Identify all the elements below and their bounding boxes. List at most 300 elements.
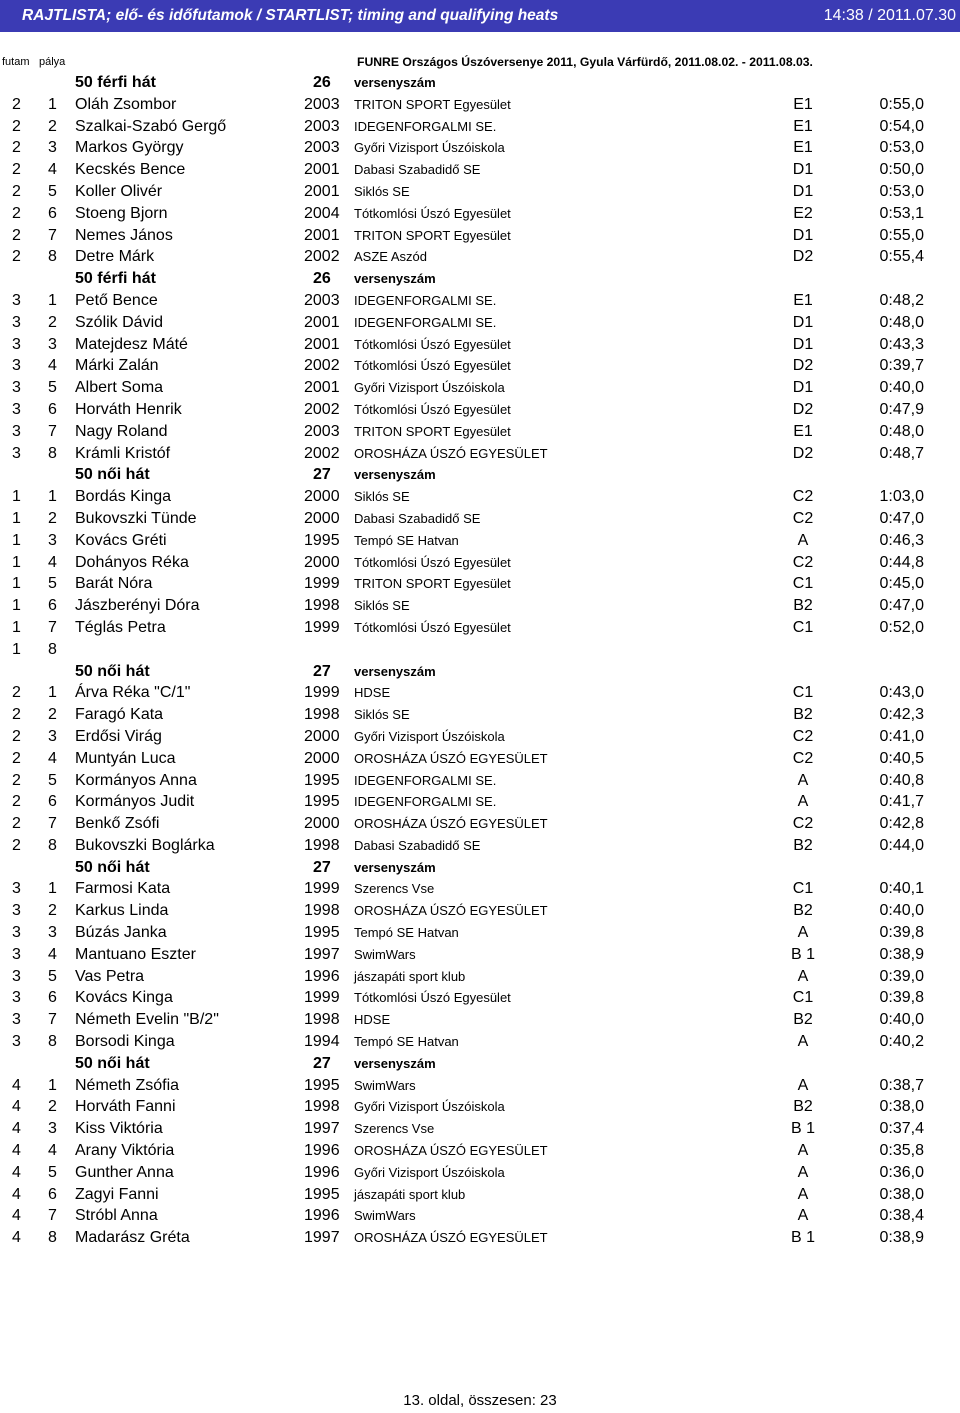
entry-time: 0:39,7 (879, 357, 924, 375)
club-name: Tótkomlósi Úszó Egyesület (354, 619, 511, 635)
lane-number: 8 (48, 1229, 57, 1247)
birth-year: 1998 (304, 1098, 340, 1116)
age-category: B2 (793, 597, 813, 615)
age-category: C1 (792, 880, 814, 898)
age-category: C2 (792, 553, 814, 571)
entry-row (0, 137, 960, 159)
heat-number: 1 (12, 618, 21, 636)
heat-number: 3 (12, 291, 21, 309)
swimmer-name: Árva Réka "C/1" (75, 684, 191, 702)
club-name: Győri Vizisport Úszóiskola (354, 380, 505, 396)
lane-number: 7 (48, 618, 57, 636)
club-name: TRITON SPORT Egyesület (354, 576, 511, 592)
swimmer-name: Németh Zsófia (75, 1076, 180, 1094)
swimmer-name: Stróbl Anna (75, 1207, 158, 1225)
event-label: versenyszám (354, 271, 436, 287)
birth-year: 1995 (304, 771, 340, 789)
birth-year: 2002 (304, 357, 340, 375)
entry-row (0, 116, 960, 138)
swimmer-name: Kormányos Anna (75, 771, 197, 789)
birth-year: 1995 (304, 793, 340, 811)
age-category: C2 (792, 749, 814, 767)
birth-year: 1996 (304, 967, 340, 985)
heat-number: 3 (12, 379, 21, 397)
age-category: A (797, 924, 809, 942)
heat-number: 3 (12, 444, 21, 462)
swimmer-name: Szólik Dávid (75, 313, 164, 331)
swimmer-name: Muntyán Luca (75, 749, 176, 767)
birth-year: 2001 (304, 182, 340, 200)
swimmer-name: Farmosi Kata (75, 880, 171, 898)
birth-year: 1997 (304, 1229, 340, 1247)
lane-number: 6 (48, 989, 57, 1007)
club-name: IDEGENFORGALMI SE. (354, 794, 497, 810)
birth-year: 1994 (304, 1033, 340, 1051)
age-category: E2 (793, 204, 813, 222)
lane-number: 7 (48, 226, 57, 244)
birth-year: 1998 (304, 902, 340, 920)
heat-number: 1 (12, 575, 21, 593)
lane-number: 1 (48, 488, 57, 506)
lane-number: 7 (48, 1207, 57, 1225)
event-name: 50 férfi hát (75, 270, 156, 288)
heat-number: 2 (12, 815, 21, 833)
swimmer-name: Madarász Gréta (75, 1229, 190, 1247)
birth-year: 1997 (304, 945, 340, 963)
event-name: 50 női hát (75, 1054, 150, 1072)
age-category: D1 (792, 182, 814, 200)
entry-time: 0:38,9 (879, 945, 924, 963)
lane-number: 3 (48, 335, 57, 353)
club-name: TRITON SPORT Egyesület (354, 227, 511, 243)
club-name: Tótkomlósi Úszó Egyesület (354, 205, 511, 221)
club-name: OROSHÁZA ÚSZÓ EGYESÜLET (354, 1143, 548, 1159)
heat-number: 2 (12, 95, 21, 113)
club-name: OROSHÁZA ÚSZÓ EGYESÜLET (354, 816, 548, 832)
swimmer-name: Bukovszki Boglárka (75, 836, 215, 854)
entry-time: 0:45,0 (879, 575, 924, 593)
event-header-row (0, 464, 960, 486)
page-title: RAJTLISTA; elő- és időfutamok / STARTLIST; timing and qualifying heats (22, 7, 559, 24)
entry-time: 0:42,8 (879, 815, 924, 833)
entry-row (0, 246, 960, 268)
swimmer-name: Barát Nóra (75, 575, 153, 593)
age-category: B2 (793, 902, 813, 920)
entry-row (0, 1096, 960, 1118)
entry-row (0, 1140, 960, 1162)
entry-time: 0:37,4 (879, 1120, 924, 1138)
event-label: versenyszám (354, 663, 436, 679)
event-label: versenyszám (354, 1055, 436, 1071)
club-name: Dabasi Szabadidő SE (354, 837, 481, 853)
print-datetime: 14:38 / 2011.07.30 (823, 7, 956, 24)
lane-number: 6 (48, 204, 57, 222)
birth-year: 2001 (304, 379, 340, 397)
birth-year: 1999 (304, 684, 340, 702)
birth-year: 2003 (304, 117, 340, 135)
swimmer-name: Pető Bence (75, 291, 158, 309)
swimmer-name: Krámli Kristóf (75, 444, 171, 462)
entry-time: 0:36,0 (879, 1163, 924, 1181)
age-category: E1 (793, 422, 813, 440)
age-category: A (797, 531, 809, 549)
club-name: OROSHÁZA ÚSZÓ EGYESÜLET (354, 445, 548, 461)
entry-row (0, 900, 960, 922)
entry-time: 0:40,2 (879, 1033, 924, 1051)
heat-number: 2 (12, 117, 21, 135)
entry-row (0, 486, 960, 508)
event-name: 50 női hát (75, 466, 150, 484)
swimmer-name: Koller Olivér (75, 182, 163, 200)
age-category: A (797, 1163, 809, 1181)
entry-row (0, 225, 960, 247)
entry-time: 0:38,4 (879, 1207, 924, 1225)
event-number: 27 (313, 1054, 331, 1072)
event-header-row (0, 1053, 960, 1075)
club-name: Szerencs Vse (354, 1121, 435, 1137)
event-number: 27 (313, 662, 331, 680)
swimmer-name: Németh Evelin "B/2" (75, 1011, 219, 1029)
heat-number: 4 (12, 1142, 21, 1160)
birth-year: 2004 (304, 204, 340, 222)
event-header-row (0, 268, 960, 290)
startlist-table (0, 72, 960, 1249)
age-category: B2 (793, 706, 813, 724)
lane-number: 8 (48, 640, 57, 658)
lane-number: 3 (48, 139, 57, 157)
birth-year: 2000 (304, 488, 340, 506)
page-footer: 13. oldal, összesen: 23 (403, 1392, 557, 1409)
club-name: IDEGENFORGALMI SE. (354, 314, 497, 330)
age-category: D2 (792, 444, 814, 462)
event-name: 50 női hát (75, 662, 150, 680)
event-number: 27 (313, 466, 331, 484)
lane-number: 6 (48, 793, 57, 811)
heat-number: 2 (12, 749, 21, 767)
age-category: C1 (792, 618, 814, 636)
age-category: A (797, 793, 809, 811)
entry-time: 0:35,8 (879, 1142, 924, 1160)
entry-row (0, 1227, 960, 1249)
lane-number: 7 (48, 815, 57, 833)
age-category: D2 (792, 400, 814, 418)
heat-number: 3 (12, 1011, 21, 1029)
lane-number: 6 (48, 1185, 57, 1203)
birth-year: 1996 (304, 1207, 340, 1225)
entry-time: 0:55,0 (879, 95, 924, 113)
entry-row (0, 1075, 960, 1097)
entry-time: 0:48,0 (879, 422, 924, 440)
entry-row (0, 399, 960, 421)
entry-time: 0:44,8 (879, 553, 924, 571)
entry-time: 0:40,0 (879, 379, 924, 397)
swimmer-name: Gunther Anna (75, 1163, 174, 1181)
birth-year: 2000 (304, 815, 340, 833)
entry-time: 0:38,9 (879, 1229, 924, 1247)
club-name: Tótkomlósi Úszó Egyesület (354, 336, 511, 352)
heat-number: 2 (12, 182, 21, 200)
swimmer-name: Benkő Zsófi (75, 815, 160, 833)
lane-number: 8 (48, 836, 57, 854)
swimmer-name: Jászberényi Dóra (75, 597, 200, 615)
event-label: versenyszám (354, 467, 436, 483)
entry-time: 0:39,8 (879, 989, 924, 1007)
heat-number: 1 (12, 509, 21, 527)
entry-time: 0:40,5 (879, 749, 924, 767)
swimmer-name: Kormányos Judit (75, 793, 195, 811)
swimmer-name: Matejdesz Máté (75, 335, 188, 353)
entry-time: 0:48,0 (879, 313, 924, 331)
swimmer-name: Nagy Roland (75, 422, 168, 440)
age-category: D1 (792, 313, 814, 331)
heat-number: 4 (12, 1185, 21, 1203)
entry-row (0, 726, 960, 748)
heat-number: 1 (12, 597, 21, 615)
heat-number: 1 (12, 553, 21, 571)
swimmer-name: Kiss Viktória (75, 1120, 163, 1138)
age-category: D2 (792, 248, 814, 266)
entry-time: 0:47,0 (879, 597, 924, 615)
entry-row (0, 443, 960, 465)
heat-number: 1 (12, 531, 21, 549)
age-category: E1 (793, 95, 813, 113)
swimmer-name: Markos György (75, 139, 184, 157)
age-category: A (797, 1076, 809, 1094)
entry-row (0, 312, 960, 334)
swimmer-name: Dohányos Réka (75, 553, 189, 571)
entry-time: 0:42,3 (879, 706, 924, 724)
heat-number: 3 (12, 1033, 21, 1051)
entry-row (0, 421, 960, 443)
swimmer-name: Szalkai-Szabó Gergő (75, 117, 227, 135)
club-name: Dabasi Szabadidő SE (354, 510, 481, 526)
entry-row (0, 944, 960, 966)
heat-number: 4 (12, 1120, 21, 1138)
club-name: ASZE Aszód (354, 249, 427, 265)
birth-year: 1995 (304, 1076, 340, 1094)
entry-row (0, 813, 960, 835)
entry-row (0, 334, 960, 356)
lane-number: 3 (48, 531, 57, 549)
age-category: D1 (792, 161, 814, 179)
entry-time: 0:47,9 (879, 400, 924, 418)
entry-time: 0:40,8 (879, 771, 924, 789)
age-category: C2 (792, 727, 814, 745)
club-name: Siklós SE (354, 489, 410, 505)
heat-number: 3 (12, 422, 21, 440)
entry-time: 0:38,0 (879, 1185, 924, 1203)
entry-row (0, 682, 960, 704)
heat-number: 3 (12, 335, 21, 353)
heat-number: 3 (12, 400, 21, 418)
age-category: A (797, 771, 809, 789)
club-name: Győri Vizisport Úszóiskola (354, 1099, 505, 1115)
entry-row (0, 1205, 960, 1227)
competition-title: FUNRE Országos Úszóversenye 2011, Gyula Várfürdő, 2011.08.02. - 2011.08.03. (357, 55, 813, 69)
age-category: B2 (793, 1098, 813, 1116)
lane-number: 6 (48, 400, 57, 418)
lane-number: 3 (48, 1120, 57, 1138)
age-category: E1 (793, 139, 813, 157)
event-header-row (0, 661, 960, 683)
birth-year: 2003 (304, 422, 340, 440)
lane-number: 8 (48, 248, 57, 266)
age-category: A (797, 1033, 809, 1051)
entry-time: 0:54,0 (879, 117, 924, 135)
heat-number: 3 (12, 945, 21, 963)
heat-number: 4 (12, 1163, 21, 1181)
heat-number: 2 (12, 727, 21, 745)
club-name: OROSHÁZA ÚSZÓ EGYESÜLET (354, 1230, 548, 1246)
entry-time: 0:44,0 (879, 836, 924, 854)
lane-number: 4 (48, 553, 57, 571)
club-name: SwimWars (354, 1077, 416, 1093)
lane-number: 4 (48, 161, 57, 179)
entry-row (0, 1184, 960, 1206)
age-category: A (797, 967, 809, 985)
heat-number: 2 (12, 771, 21, 789)
entry-time: 0:43,0 (879, 684, 924, 702)
heat-number: 1 (12, 640, 21, 658)
lane-number: 2 (48, 1098, 57, 1116)
entry-row (0, 552, 960, 574)
event-header-row (0, 857, 960, 879)
heat-number: 2 (12, 204, 21, 222)
age-category: D1 (792, 379, 814, 397)
entry-row (0, 922, 960, 944)
birth-year: 1999 (304, 880, 340, 898)
lane-number: 1 (48, 880, 57, 898)
age-category: C1 (792, 575, 814, 593)
club-name: HDSE (354, 685, 391, 701)
lane-number: 2 (48, 117, 57, 135)
entry-row (0, 573, 960, 595)
lane-number: 7 (48, 422, 57, 440)
club-name: Siklós SE (354, 183, 410, 199)
birth-year: 2001 (304, 161, 340, 179)
lane-number: 5 (48, 771, 57, 789)
club-name: Győri Vizisport Úszóiskola (354, 728, 505, 744)
entry-time: 0:41,7 (879, 793, 924, 811)
age-category: B 1 (790, 1120, 815, 1138)
age-category: C2 (792, 815, 814, 833)
lane-number: 1 (48, 684, 57, 702)
entry-row (0, 704, 960, 726)
swimmer-name: Bukovszki Tünde (75, 509, 197, 527)
birth-year: 2000 (304, 727, 340, 745)
swimmer-name: Téglás Petra (75, 618, 166, 636)
entry-row (0, 966, 960, 988)
entry-row (0, 617, 960, 639)
club-name: Dabasi Szabadidő SE (354, 162, 481, 178)
entry-row (0, 377, 960, 399)
event-number: 26 (313, 270, 331, 288)
event-name: 50 női hát (75, 858, 150, 876)
entry-row (0, 203, 960, 225)
birth-year: 1995 (304, 1185, 340, 1203)
birth-year: 1996 (304, 1142, 340, 1160)
birth-year: 1998 (304, 597, 340, 615)
entry-time: 0:55,4 (879, 248, 924, 266)
entry-row (0, 159, 960, 181)
lane-number: 1 (48, 95, 57, 113)
heat-number: 3 (12, 357, 21, 375)
birth-year: 1998 (304, 706, 340, 724)
heat-number: 3 (12, 989, 21, 1007)
birth-year: 1995 (304, 924, 340, 942)
swimmer-name: Nemes János (75, 226, 173, 244)
swimmer-name: Oláh Zsombor (75, 95, 177, 113)
title-banner (0, 0, 960, 32)
heat-number: 1 (12, 488, 21, 506)
entry-row (0, 355, 960, 377)
swimmer-name: Detre Márk (75, 248, 155, 266)
age-category: D1 (792, 335, 814, 353)
swimmer-name: Erdősi Virág (75, 727, 162, 745)
column-header-bar (0, 52, 960, 72)
club-name: jászapáti sport klub (354, 968, 466, 984)
birth-year: 1998 (304, 836, 340, 854)
heat-number: 3 (12, 924, 21, 942)
lane-number: 4 (48, 945, 57, 963)
entry-time: 0:55,0 (879, 226, 924, 244)
heat-number: 2 (12, 684, 21, 702)
lane-number: 5 (48, 575, 57, 593)
lane-number: 2 (48, 313, 57, 331)
birth-year: 2003 (304, 95, 340, 113)
entry-time: 1:03,0 (879, 488, 924, 506)
heat-number: 2 (12, 226, 21, 244)
entry-time: 0:40,1 (879, 880, 924, 898)
lane-number: 7 (48, 1011, 57, 1029)
entry-row (0, 639, 960, 661)
age-category: B 1 (790, 1229, 815, 1247)
entry-time: 0:39,0 (879, 967, 924, 985)
lane-number: 1 (48, 291, 57, 309)
entry-row (0, 508, 960, 530)
birth-year: 2001 (304, 335, 340, 353)
swimmer-name: Albert Soma (75, 379, 164, 397)
age-category: C2 (792, 509, 814, 527)
club-name: OROSHÁZA ÚSZÓ EGYESÜLET (354, 750, 548, 766)
lane-number: 8 (48, 1033, 57, 1051)
heat-number: 4 (12, 1207, 21, 1225)
entry-time: 0:39,8 (879, 924, 924, 942)
lane-number: 5 (48, 182, 57, 200)
club-name: Siklós SE (354, 598, 410, 614)
lane-number: 4 (48, 1142, 57, 1160)
lane-number: 4 (48, 357, 57, 375)
swimmer-name: Kecskés Bence (75, 161, 186, 179)
heat-number: 4 (12, 1098, 21, 1116)
lane-number: 1 (48, 1076, 57, 1094)
entry-time: 0:40,0 (879, 1011, 924, 1029)
club-name: Szerencs Vse (354, 881, 435, 897)
club-name: HDSE (354, 1012, 391, 1028)
entry-row (0, 878, 960, 900)
birth-year: 2001 (304, 313, 340, 331)
birth-year: 2000 (304, 749, 340, 767)
event-number: 27 (313, 858, 331, 876)
entry-time: 0:38,0 (879, 1098, 924, 1116)
entry-row (0, 1031, 960, 1053)
heat-number: 2 (12, 793, 21, 811)
age-category: A (797, 1207, 809, 1225)
entry-row (0, 290, 960, 312)
entry-time: 0:40,0 (879, 902, 924, 920)
age-category: C1 (792, 989, 814, 1007)
event-label: versenyszám (354, 859, 436, 875)
